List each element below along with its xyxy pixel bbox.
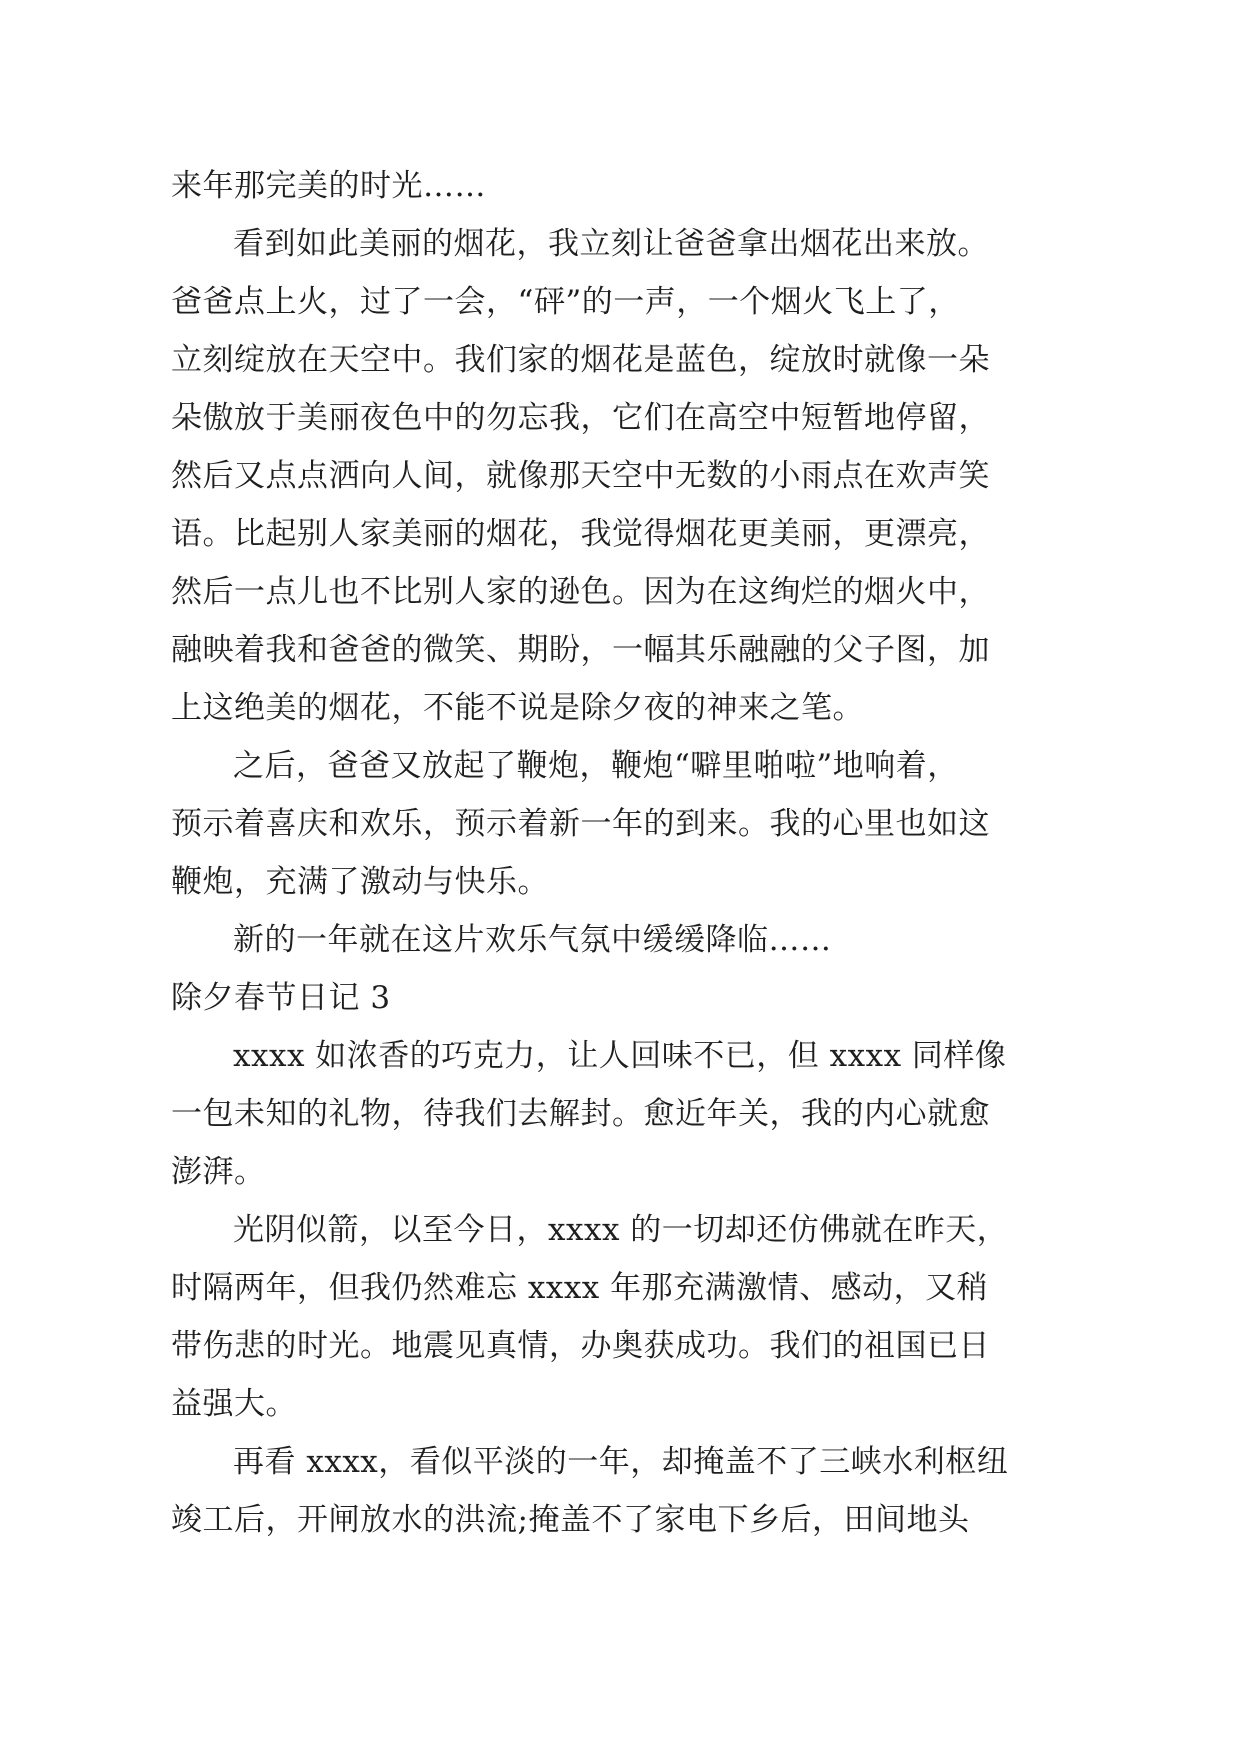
text-line: 语。比起别人家美丽的烟花，我觉得烟花更美丽，更漂亮，: [171, 516, 990, 552]
section-heading: 除夕春节日记 3: [171, 980, 391, 1016]
text-line: 上这绝美的烟花，不能不说是除夕夜的神来之笔。: [171, 690, 864, 726]
text-line: 时隔两年，但我仍然难忘 xxxx 年那充满激情、感动，又稍: [171, 1270, 989, 1306]
paragraph-start-line: 再看 xxxx，看似平淡的一年，却掩盖不了三峡水利枢纽: [233, 1444, 1009, 1480]
text-line: 然后又点点洒向人间，就像那天空中无数的小雨点在欢声笑: [171, 458, 990, 494]
paragraph-start-line: 之后，爸爸又放起了鞭炮，鞭炮“噼里啪啦”地响着，: [233, 748, 959, 784]
text-line: 预示着喜庆和欢乐，预示着新一年的到来。我的心里也如这: [171, 806, 990, 842]
paragraph-start-line: 新的一年就在这片欢乐气氛中缓缓降临……: [233, 922, 832, 958]
text-line: 融映着我和爸爸的微笑、期盼，一幅其乐融融的父子图，加: [171, 632, 990, 668]
text-line: 带伤悲的时光。地震见真情，办奥获成功。我们的祖国已日: [171, 1328, 990, 1364]
text-line: 澎湃。: [171, 1154, 266, 1190]
text-line: 立刻绽放在天空中。我们家的烟花是蓝色，绽放时就像一朵: [171, 342, 990, 378]
paragraph-start-line: 光阴似箭，以至今日，xxxx 的一切却还仿佛就在昨天，: [233, 1212, 1009, 1248]
text-line: 益强大。: [171, 1386, 297, 1422]
paragraph-start-line: 看到如此美丽的烟花，我立刻让爸爸拿出烟花出来放。: [233, 226, 989, 262]
text-line: 竣工后，开闸放水的洪流;掩盖不了家电下乡后，田间地头: [171, 1502, 970, 1538]
paragraph-start-line: xxxx 如浓香的巧克力，让人回味不已，但 xxxx 同样像: [233, 1038, 1007, 1074]
text-line: 来年那完美的时光……: [171, 168, 486, 204]
text-line: 朵傲放于美丽夜色中的勿忘我，它们在高空中短暂地停留，: [171, 400, 990, 436]
text-line: 爸爸点上火，过了一会，“砰”的一声，一个烟火飞上了，: [171, 284, 960, 320]
text-line: 一包未知的礼物，待我们去解封。愈近年关，我的内心就愈: [171, 1096, 990, 1132]
text-line: 鞭炮，充满了激动与快乐。: [171, 864, 549, 900]
text-line: 然后一点儿也不比别人家的逊色。因为在这绚烂的烟火中，: [171, 574, 990, 610]
